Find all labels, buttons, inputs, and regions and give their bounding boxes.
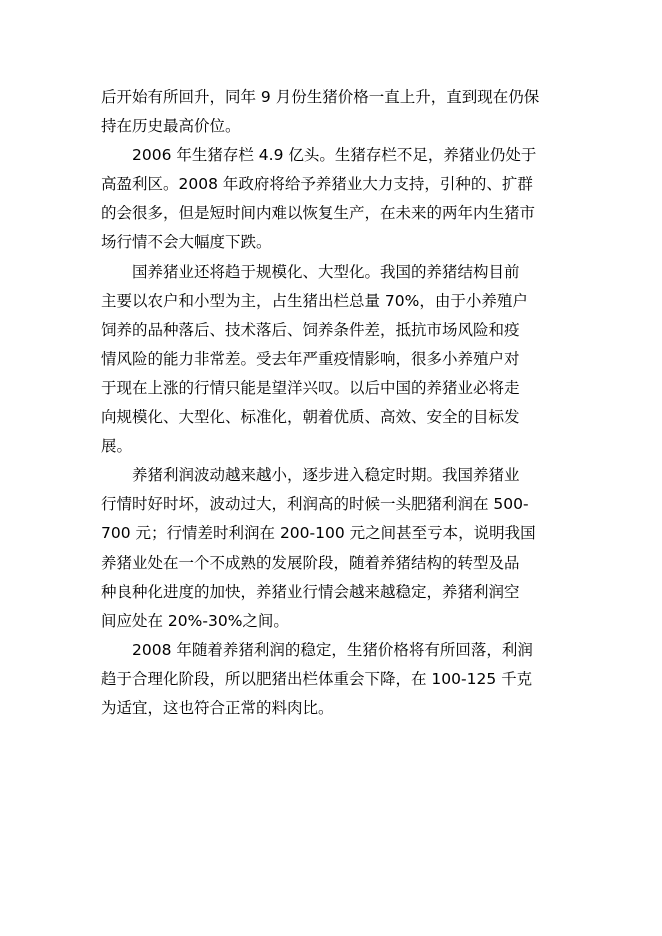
paragraph-4 [101, 461, 571, 636]
text-line: 高盈利区。2008 年政府将给予养猪业大力支持，引种的、扩群 [101, 175, 533, 194]
body-text [101, 83, 571, 723]
text-line: 持在历史最高价位。 [101, 117, 241, 136]
text-line: 养猪利润波动越来越小，逐步进入稳定时期。我国养猪业 [132, 466, 520, 485]
text-line: 养猪业处在一个不成熟的发展阶段，随着养猪结构的转型及品 [101, 553, 520, 572]
text-line: 2006 年生猪存栏 4.9 亿头。生猪存栏不足，养猪业仍处于 [132, 146, 537, 165]
text-line: 趋于合理化阶段，所以肥猪出栏体重会下降，在 100-125 千克 [101, 669, 533, 688]
text-line: 展。 [101, 437, 133, 456]
text-line: 情风险的能力非常差。受去年严重疫情影响，很多小养殖户对 [101, 349, 520, 368]
paragraph-3 [101, 258, 571, 462]
text-line: 饲养的品种落后、技术落后、饲养条件差，抵抗市场风险和疫 [101, 320, 520, 339]
text-line: 种良种化进度的加快，养猪业行情会越来越稳定，养猪利润空 [101, 582, 520, 601]
paragraph-2 [101, 141, 571, 257]
text-line: 后开始有所回升，同年 9 月份生猪价格一直上升，直到现在仍保 [101, 88, 540, 106]
text-line: 的会很多，但是短时间内难以恢复生产，在未来的两年内生猪市 [101, 204, 536, 223]
paragraph-5 [101, 636, 571, 723]
text-line: 向规模化、大型化、标准化，朝着优质、高效、安全的目标发 [101, 408, 520, 427]
text-line: 间应处在 20%-30%之间。 [101, 611, 289, 630]
text-line: 700 元；行情差时利润在 200-100 元之间甚至亏本，说明我国 [101, 524, 536, 543]
text-line: 为适宜，这也符合正常的料肉比。 [101, 698, 334, 717]
text-line: 场行情不会大幅度下跌。 [101, 233, 272, 252]
text-line: 2008 年随着养猪利润的稳定，生猪价格将有所回落，利润 [132, 640, 533, 659]
paragraph-1 [101, 83, 571, 141]
text-line: 行情时好时坏，波动过大，利润高的时候一头肥猪利润在 500- [101, 495, 529, 514]
text-line: 国养猪业还将趋于规模化、大型化。我国的养猪结构目前 [132, 262, 520, 281]
text-line: 于现在上涨的行情只能是望洋兴叹。以后中国的养猪业必将走 [101, 378, 520, 397]
text-line: 主要以农户和小型为主，占生猪出栏总量 70%，由于小养殖户 [101, 291, 528, 310]
